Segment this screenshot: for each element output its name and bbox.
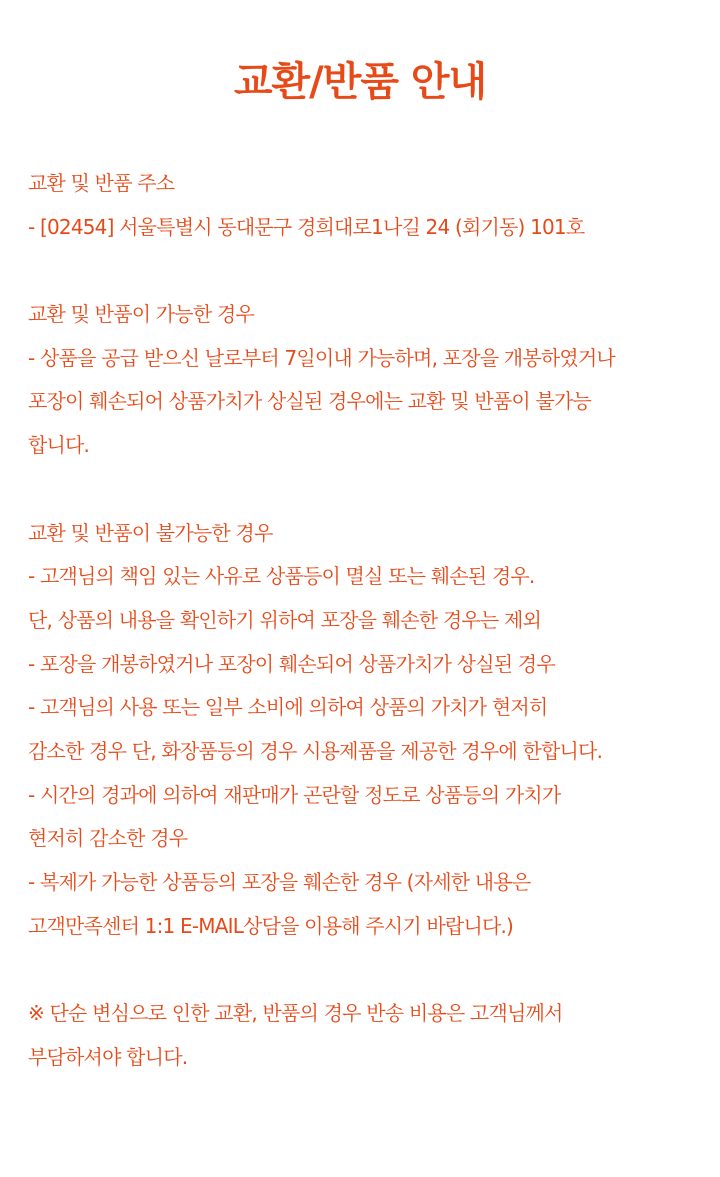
section-spacer <box>28 468 708 512</box>
text-line: - 상품을 공급 받으신 날로부터 7일이내 가능하며, 포장을 개봉하였거나 <box>28 345 615 370</box>
text-line: - 복제가 가능한 상품등의 포장을 훼손한 경우 (자세한 내용은 <box>28 870 531 894</box>
section-heading: 교환 및 반품 주소 <box>28 171 175 195</box>
text-line: - 포장을 개봉하였거나 포장이 훼손되어 상품가치가 상실된 경우 <box>28 651 555 676</box>
section-possible <box>28 293 708 468</box>
section-note <box>28 992 708 1079</box>
text-line: 단, 상품의 내용을 확인하기 위하여 포장을 훼손한 경우는 제외 <box>28 607 542 632</box>
text-line: 포장이 훼손되어 상품가치가 상실된 경우에는 교환 및 반품이 불가능 <box>28 389 592 414</box>
text-line: - 고객님의 책임 있는 사유로 상품등이 멸실 또는 훼손된 경우. <box>28 564 535 589</box>
text-line: 현저히 감소한 경우 <box>28 826 188 851</box>
section-spacer <box>28 249 708 293</box>
section-heading: 교환 및 반품이 불가능한 경우 <box>28 520 273 545</box>
text-line: 고객만족센터 1:1 E-MAIL상담을 이용해 주시기 바랍니다.) <box>28 913 514 938</box>
address-line: - [02454] 서울특별시 동대문구 경희대로1나길 24 (회기동) 101호 <box>28 214 585 239</box>
section-address <box>28 162 708 249</box>
section-not-possible <box>28 512 708 949</box>
section-heading: 교환 및 반품이 가능한 경우 <box>28 302 254 327</box>
text-line: 합니다. <box>28 433 90 458</box>
note-line: ※ 단순 변심으로 인한 교환, 반품의 경우 반송 비용은 고객님께서 <box>28 1001 563 1026</box>
note-line: 부담하셔야 합니다. <box>28 1044 188 1069</box>
section-spacer <box>28 948 708 992</box>
text-line: 감소한 경우 단, 화장품등의 경우 시용제품을 제공한 경우에 한합니다. <box>28 738 603 763</box>
text-line: - 고객님의 사용 또는 일부 소비에 의하여 상품의 가치가 현저히 <box>28 695 548 720</box>
text-line: - 시간의 경과에 의하여 재판매가 곤란할 정도로 상품등의 가치가 <box>28 782 561 807</box>
page-title: 교환/반품 안내 <box>233 59 487 105</box>
guide-content <box>28 162 708 1079</box>
